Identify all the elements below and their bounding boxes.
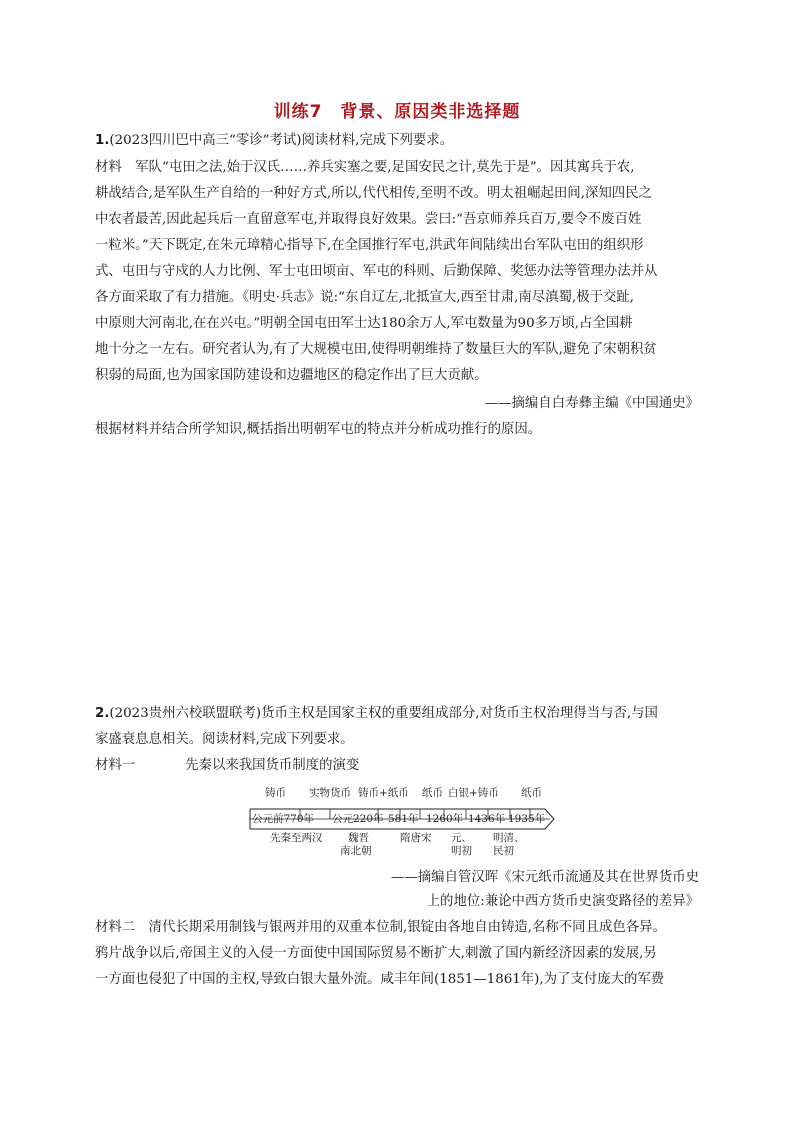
q2-material1-header [95, 757, 359, 775]
q1-number: 1. [95, 133, 110, 148]
q1-material-line: 积弱的局面,也为国家国防建设和边疆地区的稳定作出了巨大贡献。 [95, 368, 488, 383]
timeline-top-label: 白银+铸币 [448, 787, 499, 799]
q1-material-line: 中农者最苦,因此起兵后一直留意军屯,并取得良好效果。尝曰:“吾京师养兵百万,要令不废百姓 [95, 212, 642, 227]
page-title: 训练7 背景、原因类非选择题 [273, 102, 521, 122]
timeline-year: 公元前770年 [252, 813, 315, 825]
q1-material-line: 式、屯田与守戍的人力比例、军士屯田顷亩、军屯的科则、后勤保障、奖惩办法等管理办法并从 [95, 264, 658, 279]
timeline-year: 1436年 [468, 813, 506, 825]
q2-source: (2023贵州六校联盟联考) [109, 706, 262, 721]
q2-number: 2. [95, 706, 110, 721]
q1-source: (2023四川巴中高三“零诊”考试) [109, 133, 302, 148]
timeline-top-label: 铸币 [265, 787, 286, 799]
q1-task: 根据材料并结合所学知识,概括指出明朝军屯的特点并分析成功推行的原因。 [95, 422, 542, 437]
q2-material2-line: 一方面也侵犯了中国的主权,导致白银大量外流。咸丰年间(1851—1861年),为了支付庞大的军费 [95, 972, 665, 987]
timeline-year: 581年 [388, 813, 419, 825]
q1-material-line: 中原则大河南北,在在兴屯。”明朝全国屯田军士达180余万人,军屯数量为90多万顷,占全国耕 [95, 316, 633, 331]
timeline-period: 民初 [493, 845, 514, 857]
timeline-period: 明清、 [493, 832, 525, 844]
timeline-top-label: 纸币 [422, 787, 443, 799]
currency-timeline [248, 782, 558, 862]
timeline-year: 1260年 [426, 813, 464, 825]
material1-title: 先秦以来我国货币制度的演变 [185, 758, 360, 773]
q1-material-line: 各方面采取了有力措施。《明史·兵志》说:“东自辽左,北抵宣大,西至甘肃,南尽滇蜀,极于交趾, [95, 290, 635, 305]
q2-citation-line: 上的地位:兼论中西方货币史演变路径的差异》 [426, 894, 699, 909]
q2-intro: 货币主权是国家主权的重要组成部分,对货币主权治理得当与否,与国 [261, 706, 658, 721]
q2-citation-line: ——摘编自管汉晖《宋元纸币流通及其在世界货币史 [391, 870, 699, 885]
q1-citation: ——摘编自白寿彝主编《中国通史》 [484, 396, 699, 411]
q2-intro-line: 家盛衰息息相关。阅读材料,完成下列要求。 [95, 732, 354, 747]
q1-material-line: 耕战结合,是军队生产自给的一种好方式,所以,代代相传,至明不改。明太祖崛起田间,深知四民之 [95, 186, 652, 201]
timeline-period: 明初 [451, 845, 472, 857]
timeline-period: 南北朝 [340, 845, 372, 857]
q1-material-line: 地十分之一左右。研究者认为,有了大规模屯田,使得明朝维持了数量巨大的军队,避免了宋朝积贫 [95, 342, 657, 357]
timeline-period: 先秦至两汉 [270, 832, 323, 844]
q1-material-line: 材料 军队“屯田之法,始于汉氏……养兵实塞之要,足国安民之计,莫先于是”。因其寓兵于农, [95, 160, 635, 175]
timeline-period: 元、 [451, 832, 472, 844]
timeline-period: 隋唐宋 [400, 832, 432, 844]
material1-label: 材料一 [95, 758, 136, 773]
q2-material2-line: 鸦片战争以后,帝国主义的入侵一方面使中国国际贸易不断扩大,刺激了国内新经济因素的发展,另 [95, 946, 657, 961]
q1-prompt: 阅读材料,完成下列要求。 [301, 133, 454, 148]
timeline-top-label: 实物货币 [309, 787, 351, 799]
q1-header [95, 132, 453, 150]
timeline-year: 1935年 [508, 813, 546, 825]
q2-material2-line: 材料二 清代长期采用制钱与银两并用的双重本位制,银锭由各地自由铸造,名称不同且成色各异。 [95, 920, 666, 935]
timeline-period: 魏晋 [348, 832, 369, 844]
q2-header [95, 705, 658, 723]
q1-material-line: 一粒米。”天下既定,在朱元璋精心指导下,在全国推行军屯,洪武年间陆续出台军队屯田的组织形 [95, 238, 644, 253]
timeline-year: 公元220年 [332, 813, 384, 825]
timeline-top-label: 纸币 [521, 787, 542, 799]
timeline-top-label: 铸币+纸币 [358, 787, 409, 799]
